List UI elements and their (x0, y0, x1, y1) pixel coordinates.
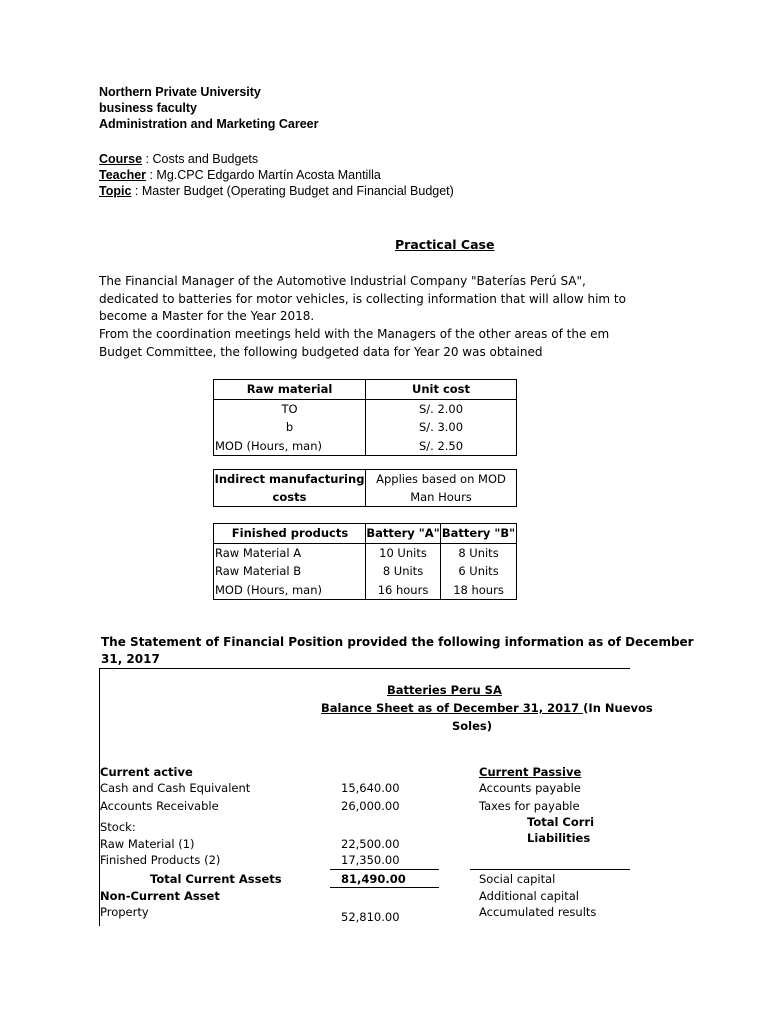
liabilities-rule (470, 869, 630, 870)
current-active-heading: Current active (100, 765, 193, 779)
balance-sheet-title (321, 700, 653, 716)
faculty-name: business faculty (99, 101, 197, 115)
total-current-assets-value: 81,490.00 (341, 872, 406, 886)
course-label: Course (99, 152, 143, 166)
table-header: Battery "A" (366, 524, 441, 544)
indirect-costs-label (214, 470, 366, 507)
course-line (99, 151, 258, 167)
teacher-value: : Mg.CPC Edgardo Martín Acosta Mantilla (146, 168, 381, 182)
topic-label: Topic (99, 184, 132, 198)
accumulated-results-label: Accumulated results (479, 905, 597, 919)
case-title: Practical Case (395, 237, 495, 252)
subtotal-bottom-rule (330, 887, 439, 888)
intro-paragraph-2: From the coordination meetings held with the Managers of the other areas of the em Budget Committee, the following budgeted data for Year 20 was obtained (99, 327, 610, 359)
total-liabilities-line-2: Liabilities (527, 831, 591, 845)
table-cell: S/. 2.50 (366, 437, 517, 456)
table-cell: MOD (Hours, man) (214, 437, 366, 456)
table-cell: 6 Units (441, 562, 517, 581)
university-name: Northern Private University (99, 85, 261, 99)
property-label: Property (100, 905, 149, 919)
subtotal-top-rule (330, 869, 439, 870)
balance-title-line-2: Soles) (452, 719, 493, 733)
teacher-line (99, 167, 381, 183)
stock-label: Stock: (100, 820, 136, 834)
accounts-payable-label: Accounts payable (479, 781, 581, 795)
total-liabilities-line-1: Total Corri (527, 815, 595, 829)
indirect-label-line1: Indirect manufacturing (214, 472, 365, 486)
current-passive-heading: Current Passive (479, 765, 582, 779)
non-current-asset-heading: Non-Current Asset (100, 889, 220, 903)
table-cell: 8 Units (366, 562, 441, 581)
table-cell: S/. 3.00 (366, 418, 517, 437)
career-name: Administration and Marketing Career (99, 117, 319, 131)
statement-intro-line-1: The Statement of Financial Position provided the following information as of December (101, 635, 694, 649)
balance-title-underlined: Balance Sheet as of December 31, 2017 (321, 701, 584, 715)
table-header: Unit cost (366, 380, 517, 400)
table-cell: TO (214, 399, 366, 418)
total-current-assets-label: Total Current Assets (150, 872, 282, 886)
table-cell: Raw Material A (214, 543, 366, 562)
indirect-costs-value (366, 470, 517, 507)
indirect-label-line2: costs (272, 490, 307, 504)
balance-title-rest: (In Nuevos (583, 701, 653, 715)
teacher-label: Teacher (99, 168, 147, 182)
raw-material-value: 22,500.00 (341, 837, 400, 851)
receivable-value: 26,000.00 (341, 799, 400, 813)
table-cell: 8 Units (441, 543, 517, 562)
topic-line (99, 183, 454, 199)
cash-value: 15,640.00 (341, 781, 400, 795)
table-cell: b (214, 418, 366, 437)
finished-products-value: 17,350.00 (341, 853, 400, 867)
table-header: Finished products (214, 524, 366, 544)
social-capital-label: Social capital (479, 872, 556, 886)
indirect-costs-table (213, 469, 517, 507)
unit-cost-table (213, 379, 517, 456)
table-cell: 18 hours (441, 581, 517, 600)
table-header: Battery "B" (441, 524, 517, 544)
table-cell: Raw Material B (214, 562, 366, 581)
raw-material-label: Raw Material (1) (100, 837, 195, 851)
statement-intro-line-2: 31, 2017 (101, 652, 160, 666)
finished-products-table (213, 523, 517, 600)
table-header: Raw material (214, 380, 366, 400)
table-cell: 10 Units (366, 543, 441, 562)
finished-products-label: Finished Products (2) (100, 853, 221, 867)
taxes-payable-label: Taxes for payable (479, 799, 580, 813)
intro-paragraph-1: The Financial Manager of the Automotive Industrial Company "Baterías Perú SA", dedicated to batteries for motor vehicles, is collecting information that will allow him to become a Master for the Year 2018. (99, 274, 626, 323)
balance-sheet-top-border (99, 668, 630, 669)
cash-label: Cash and Cash Equivalent (100, 781, 251, 795)
property-value: 52,810.00 (341, 910, 400, 924)
indirect-value-line1: Applies based on MOD (376, 472, 506, 486)
course-value: : Costs and Budgets (142, 152, 259, 166)
indirect-value-line2: Man Hours (410, 490, 472, 504)
additional-capital-label: Additional capital (479, 889, 580, 903)
balance-company-name: Batteries Peru SA (387, 683, 502, 697)
topic-value: : Master Budget (Operating Budget and Financial Budget) (131, 184, 454, 198)
table-cell: 16 hours (366, 581, 441, 600)
receivable-label: Accounts Receivable (100, 799, 219, 813)
table-cell: S/. 2.00 (366, 399, 517, 418)
table-cell: MOD (Hours, man) (214, 581, 366, 600)
